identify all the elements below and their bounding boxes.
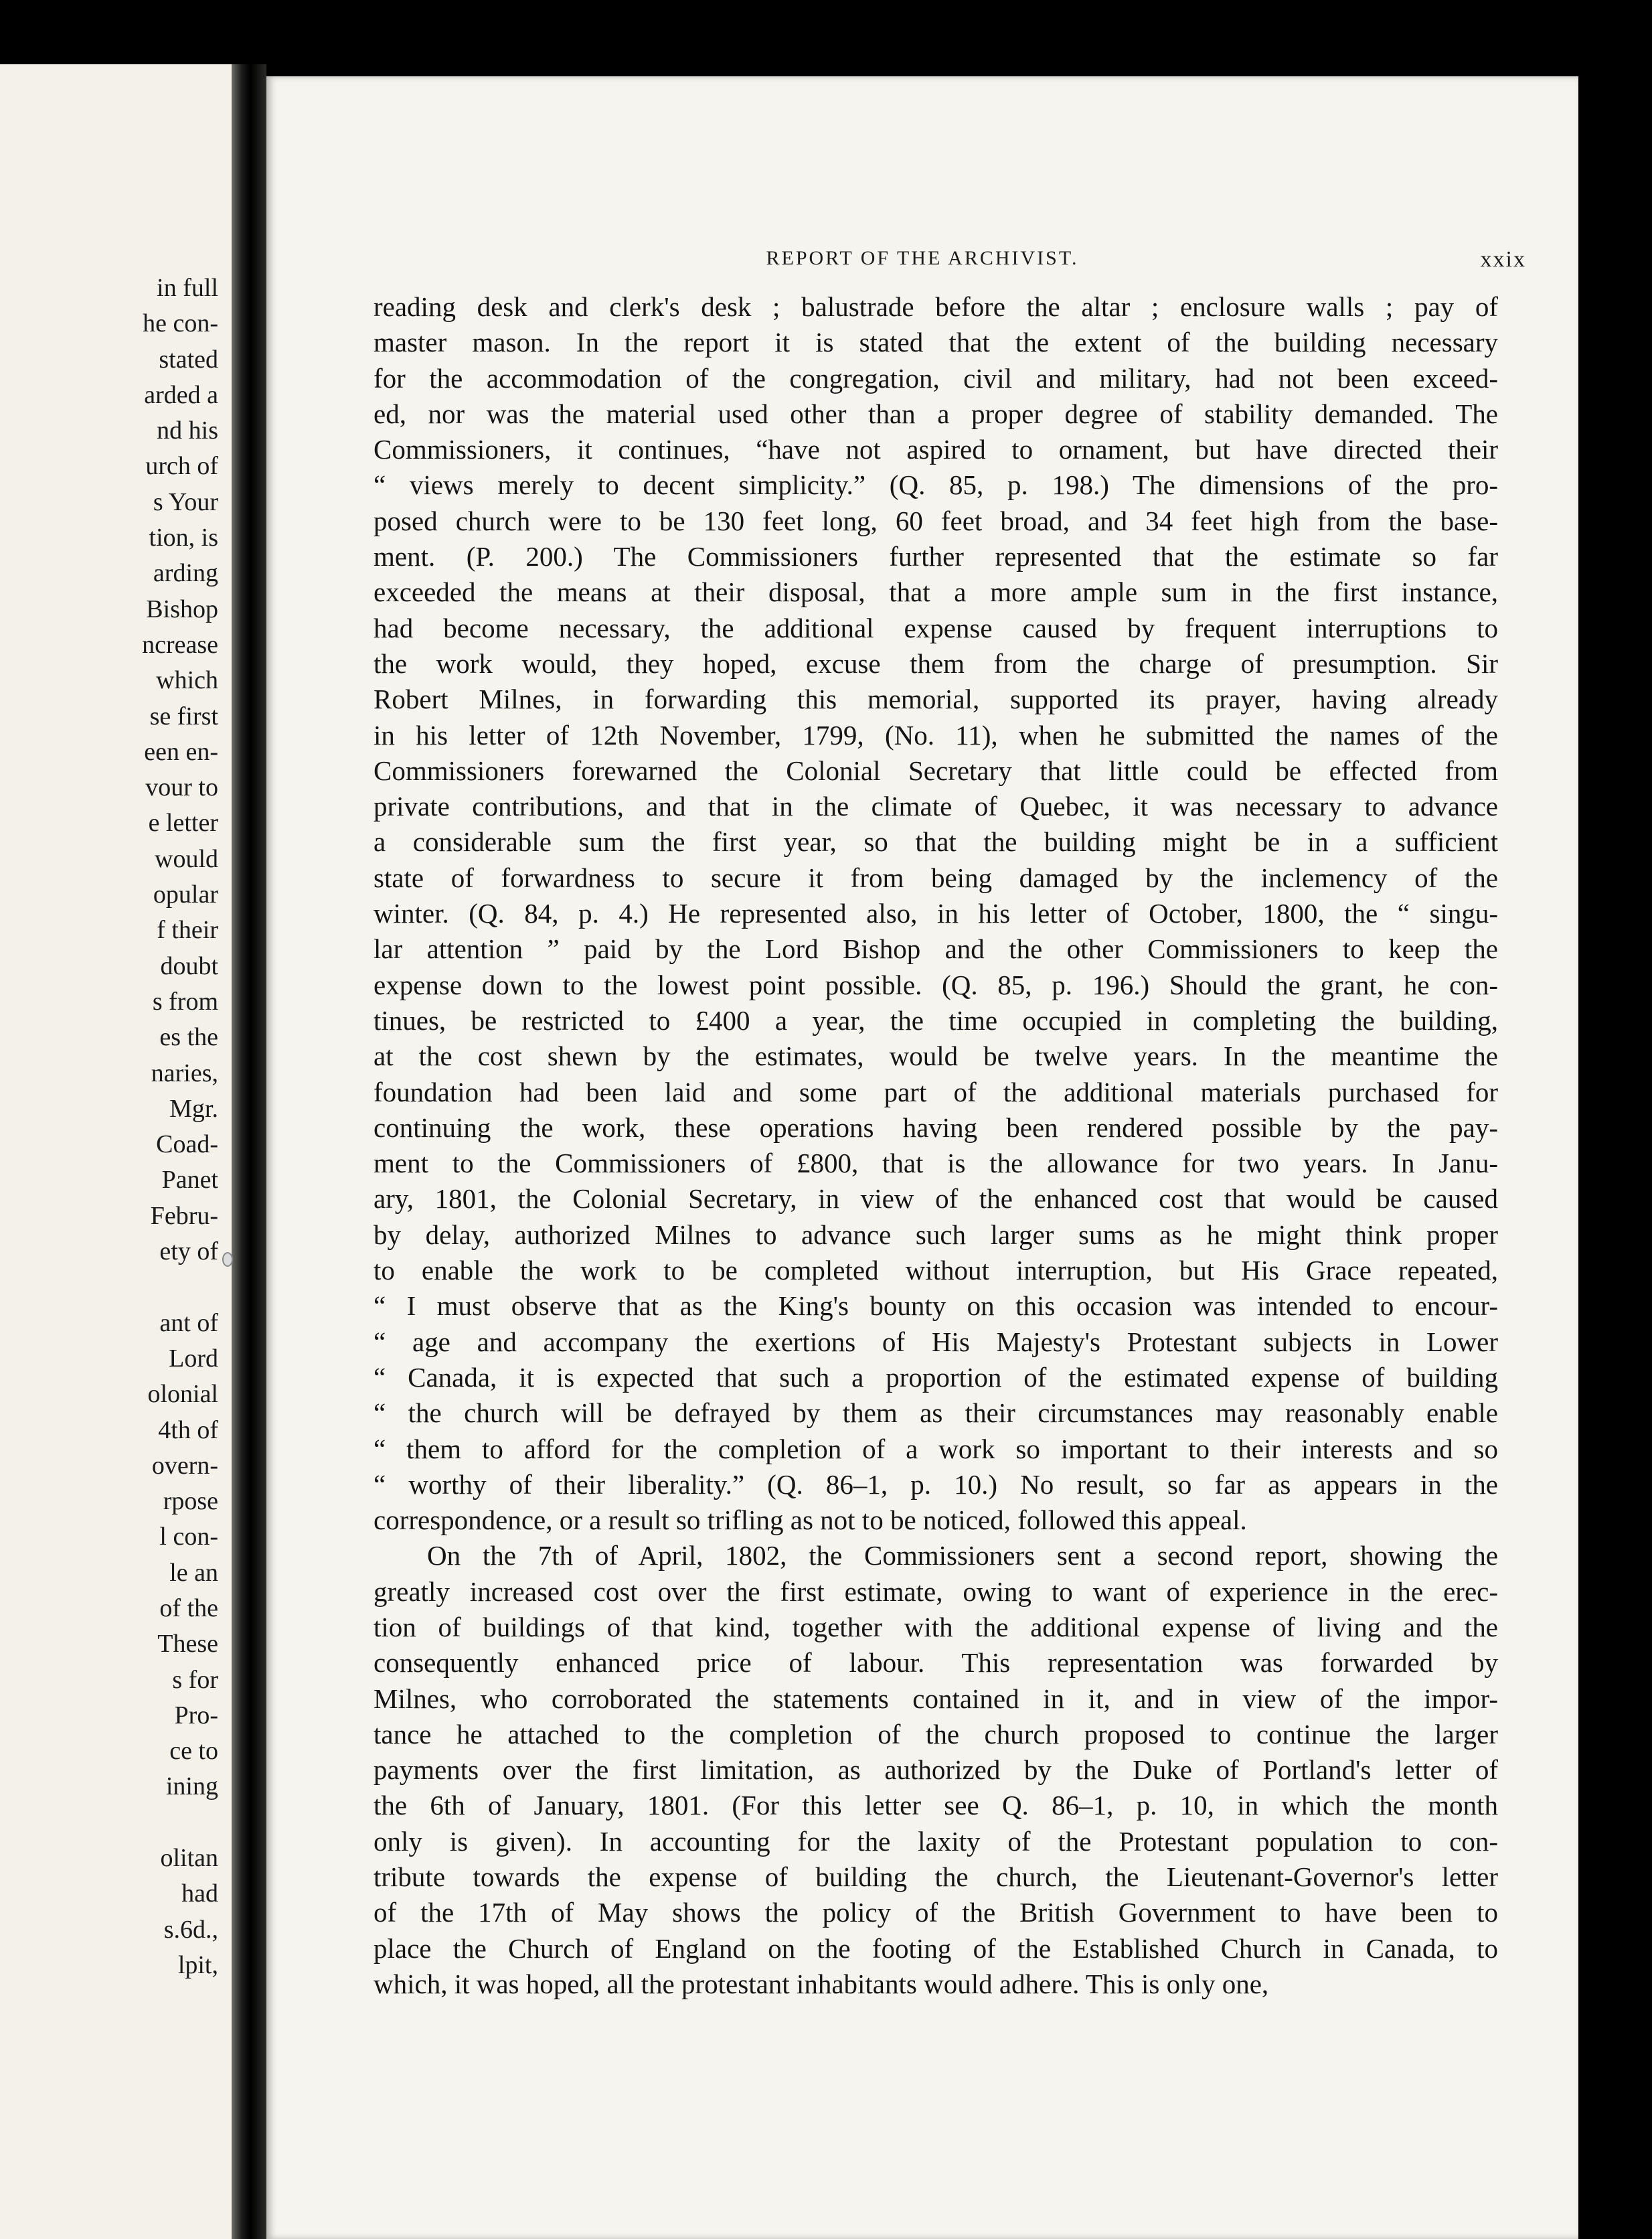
left-text-fragment: in full: [157, 274, 218, 302]
text-line: consequently enhanced price of labour. This representation was forwarded by: [374, 1647, 1498, 1679]
left-text-fragment: naries,: [151, 1059, 218, 1087]
left-text-fragment: se first: [149, 702, 218, 730]
left-text-fragment: opular: [153, 880, 218, 909]
left-text-fragment: Pro-: [174, 1701, 218, 1729]
text-line: tance he attached to the completion of the church proposed to continue the larger: [374, 1718, 1498, 1750]
left-text-fragment: nd his: [157, 416, 218, 445]
text-line: On the 7th of April, 1802, the Commissioners sent a second report, showing the: [427, 1540, 1498, 1571]
left-text-fragment: lpit,: [177, 1950, 218, 1979]
text-line: Commissioners forewarned the Colonial Secretary that little could be effected from: [374, 755, 1498, 786]
left-text-fragment: which: [156, 666, 218, 695]
left-text-fragment: s for: [172, 1665, 218, 1694]
text-line: expense down to the lowest point possible. (Q. 85, p. 196.) Should the grant, he con-: [374, 969, 1498, 1000]
running-head: REPORT OF THE ARCHIVIST.: [766, 247, 1079, 269]
left-text-fragment: These: [157, 1630, 218, 1658]
left-text-fragment: olonial: [147, 1380, 218, 1409]
text-line: greatly increased cost over the first estimate, owing to want of experience in the erec-: [374, 1575, 1498, 1607]
left-text-fragment: e letter: [148, 809, 218, 838]
text-line: “ views merely to decent simplicity.” (Q. 85, p. 198.) The dimensions of the pro-: [374, 469, 1498, 501]
left-text-fragment: ncrease: [142, 630, 218, 659]
text-line: at the cost shewn by the estimates, would be twelve years. In the meantime the: [374, 1040, 1498, 1072]
text-line: “ Canada, it is expected that such a proportion of the estimated expense of building: [374, 1361, 1498, 1393]
left-text-fragment: had: [181, 1879, 218, 1908]
left-text-fragment: s Your: [153, 487, 218, 516]
left-text-fragment: overn-: [151, 1451, 218, 1480]
left-text-fragment: he con-: [143, 309, 218, 338]
left-text-fragment: rpose: [163, 1487, 218, 1516]
left-text-fragment: doubt: [160, 951, 218, 980]
text-line: “ I must observe that as the King's bounty on this occasion was intended to encour-: [374, 1290, 1498, 1322]
left-text-fragment: ce to: [169, 1737, 218, 1766]
left-text-fragment: l con-: [159, 1523, 218, 1551]
text-line: ment. (P. 200.) The Commissioners further represented that the estimate so far: [374, 541, 1498, 572]
left-text-fragment: f their: [157, 916, 218, 945]
text-line: only is given). In accounting for the laxity of the Protestant population to con-: [374, 1825, 1498, 1857]
text-line: payments over the first limitation, as authorized by the Duke of Portland's letter of: [374, 1754, 1498, 1786]
left-text-fragment: es the: [159, 1023, 218, 1052]
left-text-fragment: ining: [165, 1772, 218, 1801]
text-line: reading desk and clerk's desk ; balustrade before the altar ; enclosure walls ; pay of: [374, 291, 1498, 322]
left-text-fragment: vour to: [145, 773, 218, 802]
left-text-fragment: [17, 1805, 218, 1841]
paragraph-1: [374, 289, 1498, 1538]
text-line: state of forwardness to secure it from being damaged by the inclemency of the: [374, 862, 1498, 893]
left-text-fragment: [17, 1269, 218, 1305]
left-text-fragment: Panet: [161, 1166, 218, 1194]
text-line: master mason. In the report it is stated that the extent of the building necessary: [374, 327, 1498, 358]
left-text-fragment: ant of: [159, 1308, 218, 1337]
text-line: Commissioners, it continues, “have not aspired to ornament, but have directed their: [374, 434, 1498, 465]
text-line: by delay, authorized Milnes to advance such larger sums as he might think proper: [374, 1219, 1498, 1250]
text-line: Robert Milnes, in forwarding this memorial, supported its prayer, having already: [374, 684, 1498, 715]
text-line: exceeded the means at their disposal, that a more ample sum in the first instance,: [374, 576, 1498, 608]
body-text: [374, 289, 1498, 2002]
text-line: in his letter of 12th November, 1799, (No. 11), when he submitted the names of the: [374, 719, 1498, 751]
left-text-fragment: would: [155, 844, 218, 873]
page-number: xxix: [1480, 247, 1526, 272]
left-text-fragment: s from: [152, 987, 218, 1016]
left-text-fragment: 4th of: [158, 1415, 218, 1444]
text-line: correspondence, or a result so trifling as not to be noticed, followed this appeal.: [374, 1504, 1247, 1536]
text-line: foundation had been laid and some part of the additional materials purchased for: [374, 1076, 1498, 1107]
text-line: of the 17th of May shows the policy of the British Government to have been to: [374, 1897, 1498, 1928]
left-text-fragment: Coad-: [156, 1130, 218, 1159]
text-line: “ age and accompany the exertions of His Majesty's Protestant subjects in Lower: [374, 1326, 1498, 1357]
left-text-fragment: Lord: [169, 1344, 218, 1373]
paragraph-2: [374, 1538, 1498, 2002]
left-page-text: [17, 271, 218, 1983]
binding-mark: [222, 1252, 233, 1267]
left-page-fragment: [0, 64, 232, 2239]
text-line: tinues, be restricted to £400 a year, the time occupied in completing the building,: [374, 1004, 1498, 1036]
left-text-fragment: stated: [159, 345, 218, 374]
left-text-fragment: urch of: [145, 452, 218, 481]
text-line: private contributions, and that in the climate of Quebec, it was necessary to advance: [374, 791, 1498, 822]
left-text-fragment: arding: [153, 559, 218, 588]
left-text-fragment: Mgr.: [169, 1094, 218, 1123]
right-page: [266, 76, 1578, 2239]
text-line: the work would, they hoped, excuse them from the charge of presumption. Sir: [374, 647, 1498, 679]
text-line: Milnes, who corroborated the statements contained in it, and in view of the impor-: [374, 1683, 1498, 1714]
book-gutter: [232, 64, 266, 2239]
text-line: to enable the work to be completed without interruption, but His Grace repeated,: [374, 1255, 1498, 1286]
text-line: tion of buildings of that kind, together with the additional expense of living and the: [374, 1611, 1498, 1642]
text-line: ed, nor was the material used other than a proper degree of stability demanded. The: [374, 398, 1498, 429]
left-text-fragment: Bishop: [146, 595, 218, 623]
text-line: which, it was hoped, all the protestant inhabitants would adhere. This is only one,: [374, 1968, 1269, 1999]
text-line: “ them to afford for the completion of a work so important to their interests and so: [374, 1433, 1498, 1464]
text-line: “ worthy of their liberality.” (Q. 86–1, p. 10.) No result, so far as appears in the: [374, 1468, 1498, 1500]
left-text-fragment: of the: [159, 1594, 218, 1622]
text-line: for the accommodation of the congregation, civil and military, had not been exceed-: [374, 362, 1498, 394]
text-line: lar attention ” paid by the Lord Bishop and the other Commissioners to keep the: [374, 933, 1498, 965]
text-line: continuing the work, these operations having been rendered possible by the pay-: [374, 1111, 1498, 1143]
text-line: place the Church of England on the footing of the Established Church in Canada, to: [374, 1932, 1498, 1964]
left-text-fragment: olitan: [160, 1844, 218, 1873]
left-text-fragment: arded a: [144, 380, 218, 409]
left-text-fragment: s.6d.,: [163, 1915, 218, 1944]
text-line: ary, 1801, the Colonial Secretary, in view of the enhanced cost that would be caused: [374, 1183, 1498, 1215]
text-line: posed church were to be 130 feet long, 60 feet broad, and 34 feet high from the base-: [374, 505, 1498, 536]
text-line: “ the church will be defrayed by them as their circumstances may reasonably enable: [374, 1397, 1498, 1429]
left-text-fragment: een en-: [144, 737, 218, 766]
text-line: winter. (Q. 84, p. 4.) He represented also, in his letter of October, 1800, the “ singu-: [374, 898, 1498, 929]
text-line: tribute towards the expense of building the church, the Lieutenant-Governor's letter: [374, 1861, 1498, 1893]
left-text-fragment: le an: [169, 1558, 218, 1587]
text-line: had become necessary, the additional expense caused by frequent interruptions to: [374, 612, 1498, 643]
text-line: the 6th of January, 1801. (For this letter see Q. 86–1, p. 10, in which the month: [374, 1790, 1498, 1821]
text-line: a considerable sum the first year, so that the building might be in a sufficient: [374, 826, 1498, 858]
left-text-fragment: ety of: [159, 1237, 218, 1266]
left-text-fragment: tion, is: [149, 524, 218, 552]
left-text-fragment: Febru-: [150, 1201, 218, 1230]
text-line: ment to the Commissioners of £800, that is the allowance for two years. In Janu-: [374, 1148, 1498, 1179]
